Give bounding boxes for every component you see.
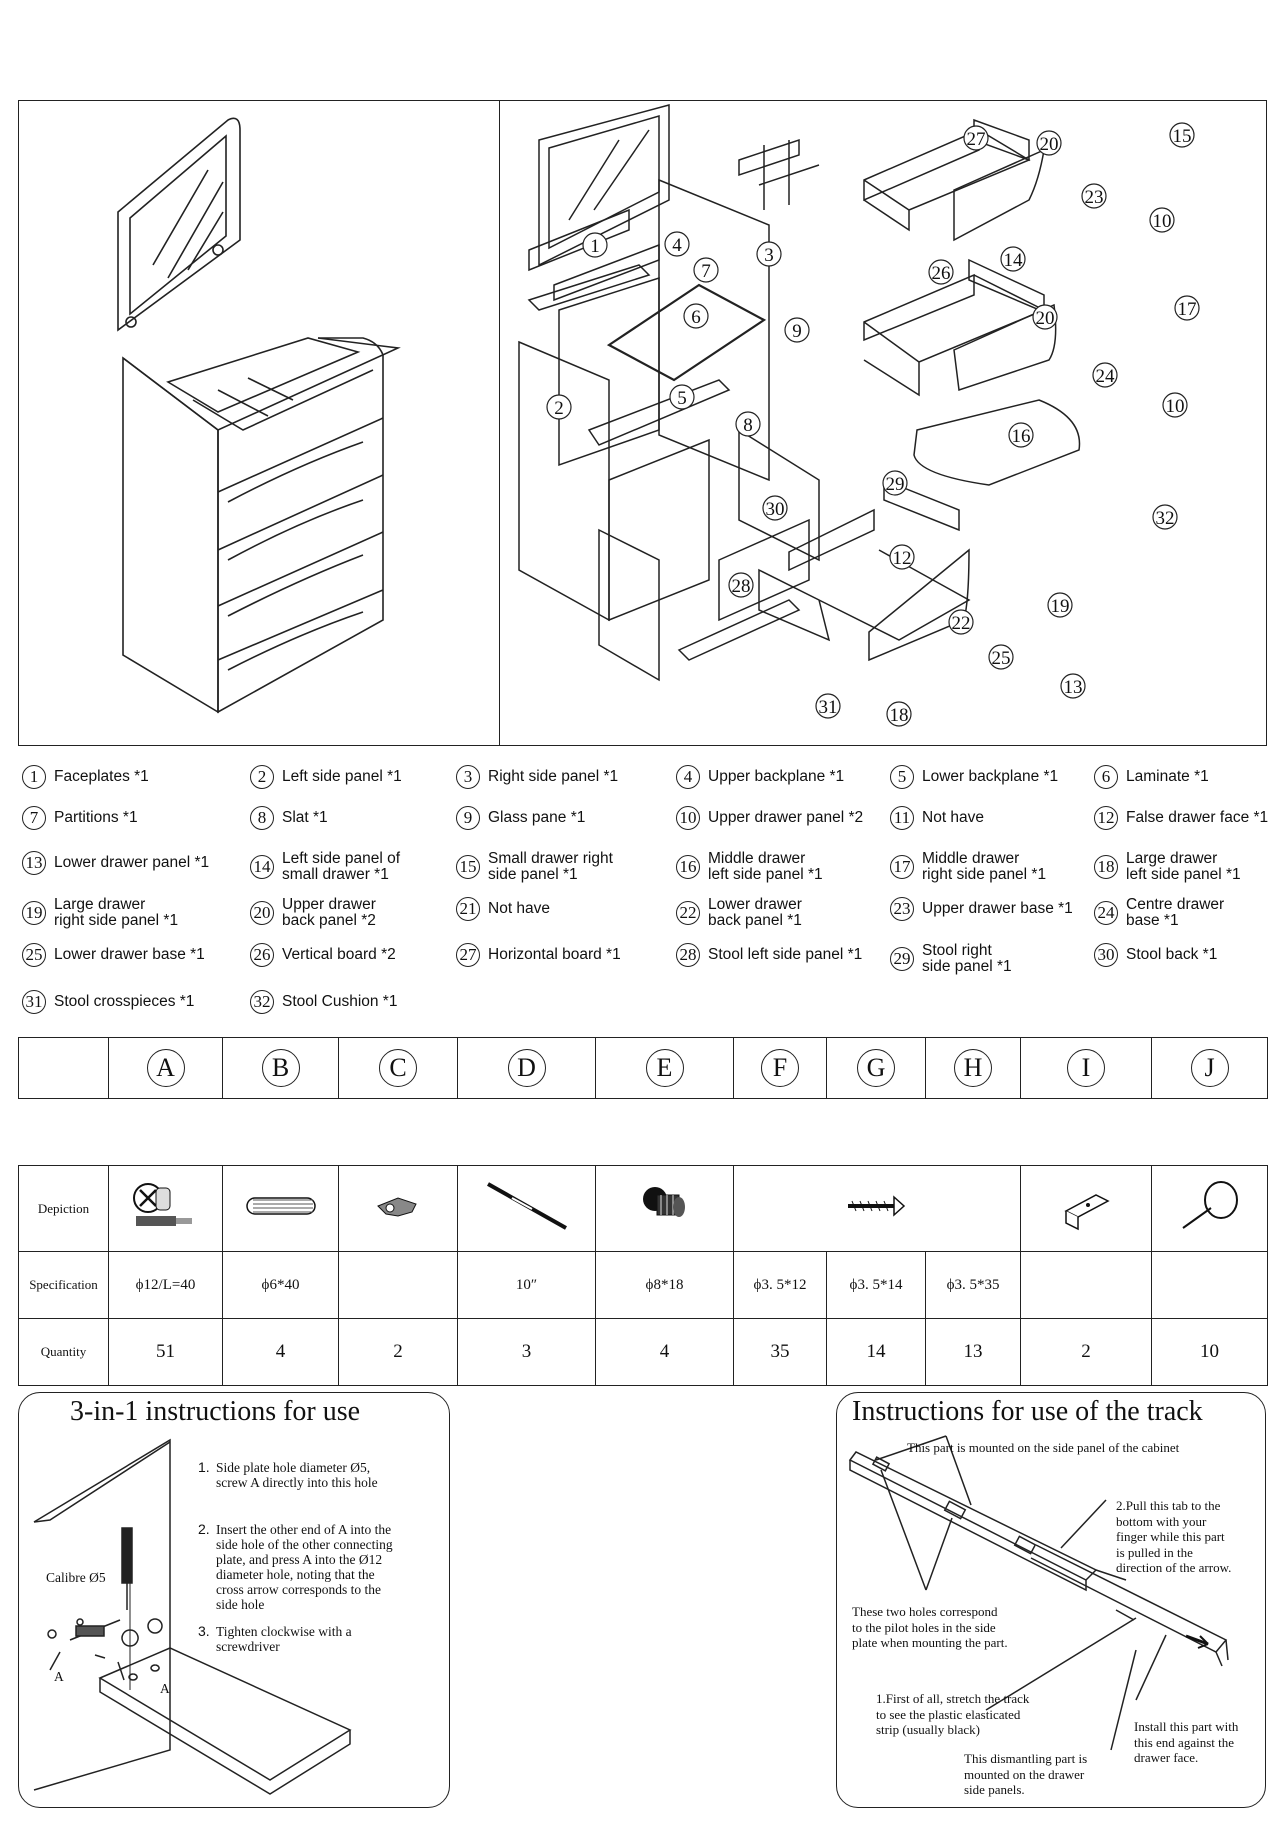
row-label-specification: Specification bbox=[19, 1252, 109, 1319]
svg-text:4: 4 bbox=[672, 235, 682, 256]
part-label: Laminate *1 bbox=[1126, 768, 1209, 785]
part-label: Partitions *1 bbox=[54, 809, 138, 826]
part-label: Large drawer left side panel *1 bbox=[1126, 850, 1241, 883]
calibre-label: Calibre Ø5 bbox=[46, 1570, 106, 1585]
part-number-badge: 10 bbox=[676, 806, 700, 830]
quantity-cell: 13 bbox=[926, 1319, 1021, 1386]
part-number-badge: 23 bbox=[890, 897, 914, 921]
diagram-callout bbox=[1082, 184, 1106, 208]
part-item bbox=[1094, 765, 1209, 789]
part-label: Lower drawer base *1 bbox=[54, 946, 205, 963]
part-label: Stool right side panel *1 bbox=[922, 942, 1012, 975]
spec-cell: ϕ3. 5*35 bbox=[926, 1252, 1021, 1319]
diagram-callout bbox=[816, 694, 840, 718]
nail-icon bbox=[1175, 1178, 1245, 1234]
diagram-callout bbox=[1009, 423, 1033, 447]
part-item bbox=[250, 765, 402, 789]
diagram-callout bbox=[757, 242, 781, 266]
hardware-letter: C bbox=[379, 1049, 417, 1087]
part-label: Not have bbox=[488, 900, 551, 917]
svg-text:9: 9 bbox=[792, 321, 802, 342]
three-in-one-title: 3-in-1 instructions for use bbox=[70, 1396, 361, 1427]
part-number-badge: 19 bbox=[22, 901, 46, 925]
diagram-callout bbox=[785, 318, 809, 342]
svg-text:16: 16 bbox=[1011, 426, 1031, 447]
quantity-cell: 10 bbox=[1152, 1319, 1268, 1386]
diagram-callout bbox=[1150, 208, 1174, 232]
part-label: Lower drawer panel *1 bbox=[54, 854, 210, 871]
svg-text:10: 10 bbox=[1165, 396, 1185, 417]
part-number-badge: 14 bbox=[250, 855, 274, 879]
step-text: Tighten clockwise with a screwdriver bbox=[216, 1624, 352, 1654]
spec-cell: ϕ3. 5*12 bbox=[734, 1252, 827, 1319]
svg-text:17: 17 bbox=[1177, 299, 1197, 320]
part-label: Glass pane *1 bbox=[488, 809, 586, 826]
svg-text:2: 2 bbox=[554, 398, 564, 419]
svg-text:27: 27 bbox=[966, 129, 986, 150]
hardware-letter: G bbox=[857, 1049, 895, 1087]
part-item bbox=[456, 897, 550, 921]
svg-text:32: 32 bbox=[1155, 508, 1175, 529]
diagram-callout bbox=[1163, 393, 1187, 417]
part-label: Upper drawer panel *2 bbox=[708, 809, 864, 826]
hardware-letter: D bbox=[508, 1049, 546, 1087]
part-item bbox=[1094, 851, 1241, 883]
part-item bbox=[676, 806, 863, 830]
part-number-badge: 1 bbox=[22, 765, 46, 789]
step-number: 2. bbox=[198, 1521, 210, 1537]
part-label: Stool crosspieces *1 bbox=[54, 993, 195, 1010]
track-note-top: This part is mounted on the side panel of the cabinet bbox=[907, 1440, 1180, 1455]
track-title: Instructions for use of the track bbox=[852, 1396, 1203, 1427]
svg-text:24: 24 bbox=[1095, 366, 1115, 387]
hardware-letter: E bbox=[646, 1049, 684, 1087]
cam-lock-icon bbox=[126, 1176, 206, 1236]
part-a-label: A bbox=[54, 1669, 64, 1684]
part-number-badge: 20 bbox=[250, 901, 274, 925]
diagram-callout bbox=[684, 304, 708, 328]
spec-cell bbox=[1152, 1252, 1268, 1319]
hardware-letter: B bbox=[262, 1049, 300, 1087]
part-number-badge: 4 bbox=[676, 765, 700, 789]
svg-text:31: 31 bbox=[818, 697, 838, 718]
part-number-badge: 22 bbox=[676, 901, 700, 925]
step-text: Insert the other end of A into the side hole of the other connecting plate, and press A into the Ø12 diameter hole, noting that the cross arrow corresponds to the side hole bbox=[216, 1522, 393, 1612]
part-label: Slat *1 bbox=[282, 809, 328, 826]
part-label: Faceplates *1 bbox=[54, 768, 149, 785]
part-number-badge: 21 bbox=[456, 897, 480, 921]
part-item bbox=[676, 943, 862, 967]
exploded-parts-drawing bbox=[499, 100, 1267, 746]
svg-text:18: 18 bbox=[889, 705, 909, 726]
part-label: Left side panel *1 bbox=[282, 768, 402, 785]
svg-text:12: 12 bbox=[892, 548, 912, 569]
part-label: Stool back *1 bbox=[1126, 946, 1218, 963]
quantity-cell: 14 bbox=[827, 1319, 926, 1386]
track-note-install: Install this part with this end against the drawer face. bbox=[1134, 1719, 1239, 1765]
track-note-stretch: 1.First of all, stretch the track to see the plastic elasticated strip (usually black) bbox=[876, 1691, 1030, 1737]
part-number-badge: 5 bbox=[890, 765, 914, 789]
hardware-letter: I bbox=[1067, 1049, 1105, 1087]
diagram-callout bbox=[890, 545, 914, 569]
part-number-badge: 24 bbox=[1094, 901, 1118, 925]
diagram-callout bbox=[929, 260, 953, 284]
svg-text:13: 13 bbox=[1063, 677, 1083, 698]
instruction-step bbox=[198, 1623, 436, 1654]
part-number-badge: 6 bbox=[1094, 765, 1118, 789]
part-item bbox=[250, 990, 397, 1014]
part-number-badge: 9 bbox=[456, 806, 480, 830]
diagram-callout bbox=[989, 645, 1013, 669]
diagram-callout bbox=[1033, 305, 1057, 329]
part-label: Lower drawer back panel *1 bbox=[708, 896, 802, 929]
part-label: Horizontal board *1 bbox=[488, 946, 621, 963]
part-number-badge: 29 bbox=[890, 947, 914, 971]
angle-bracket-icon bbox=[1056, 1181, 1116, 1231]
svg-text:14: 14 bbox=[1003, 250, 1023, 271]
part-number-badge: 31 bbox=[22, 990, 46, 1014]
diagram-callout bbox=[1001, 247, 1025, 271]
diagram-callout bbox=[1153, 505, 1177, 529]
part-item bbox=[250, 806, 328, 830]
spec-cell: ϕ3. 5*14 bbox=[827, 1252, 926, 1319]
dowel-icon bbox=[241, 1186, 321, 1226]
track-note-dismantle: This dismantling part is mounted on the drawer side panels. bbox=[964, 1751, 1088, 1797]
part-item bbox=[22, 851, 209, 875]
part-label: Left side panel of small drawer *1 bbox=[282, 850, 401, 883]
diagram-callout bbox=[887, 702, 911, 726]
part-number-badge: 17 bbox=[890, 855, 914, 879]
part-item bbox=[1094, 806, 1268, 830]
part-number-badge: 32 bbox=[250, 990, 274, 1014]
diagram-callout bbox=[949, 610, 973, 634]
quantity-cell: 3 bbox=[458, 1319, 596, 1386]
diagram-callout bbox=[1170, 123, 1194, 147]
diagram-callout bbox=[1037, 131, 1061, 155]
cam-nut-icon bbox=[635, 1181, 695, 1231]
track-note-holes: These two holes correspond to the pilot holes in the side plate when mounting the part. bbox=[852, 1604, 1008, 1650]
part-label: Large drawer right side panel *1 bbox=[54, 896, 179, 929]
spec-cell: 10″ bbox=[458, 1252, 596, 1319]
part-item bbox=[456, 943, 621, 967]
svg-text:28: 28 bbox=[731, 576, 751, 597]
part-number-badge: 15 bbox=[456, 855, 480, 879]
row-label-depiction: Depiction bbox=[19, 1166, 109, 1252]
hardware-letter: J bbox=[1191, 1049, 1229, 1087]
part-item bbox=[456, 851, 613, 883]
part-label: Small drawer right side panel *1 bbox=[488, 850, 613, 883]
svg-text:15: 15 bbox=[1172, 126, 1192, 147]
diagram-callout bbox=[583, 233, 607, 257]
part-item bbox=[22, 765, 149, 789]
svg-text:5: 5 bbox=[677, 388, 687, 409]
part-item bbox=[22, 943, 205, 967]
spec-cell: ϕ8*18 bbox=[596, 1252, 734, 1319]
part-label: Centre drawer base *1 bbox=[1126, 896, 1225, 929]
assembled-dresser-drawing bbox=[18, 100, 500, 746]
quantity-cell: 35 bbox=[734, 1319, 827, 1386]
svg-text:30: 30 bbox=[765, 499, 785, 520]
part-label: False drawer face *1 bbox=[1126, 809, 1269, 826]
diagram-callout bbox=[736, 412, 760, 436]
svg-text:7: 7 bbox=[701, 261, 711, 282]
step-text: Side plate hole diameter Ø5, screw A directly into this hole bbox=[216, 1460, 378, 1490]
part-number-badge: 2 bbox=[250, 765, 274, 789]
quantity-cell: 2 bbox=[339, 1319, 458, 1386]
part-label: Upper backplane *1 bbox=[708, 768, 845, 785]
instruction-step bbox=[198, 1521, 436, 1612]
part-item bbox=[890, 851, 1046, 883]
part-label: Middle drawer left side panel *1 bbox=[708, 850, 823, 883]
quantity-cell: 51 bbox=[109, 1319, 223, 1386]
part-number-badge: 7 bbox=[22, 806, 46, 830]
hardware-letter: A bbox=[147, 1049, 185, 1087]
svg-text:20: 20 bbox=[1039, 134, 1059, 155]
part-item bbox=[456, 806, 585, 830]
screw-icon bbox=[842, 1191, 912, 1221]
diagram-callout bbox=[729, 573, 753, 597]
part-item bbox=[22, 806, 138, 830]
svg-text:19: 19 bbox=[1050, 596, 1070, 617]
svg-text:29: 29 bbox=[885, 474, 905, 495]
part-number-badge: 12 bbox=[1094, 806, 1118, 830]
part-item bbox=[676, 851, 823, 883]
spec-cell: ϕ12/L=40 bbox=[109, 1252, 223, 1319]
svg-text:26: 26 bbox=[931, 263, 951, 284]
part-number-badge: 11 bbox=[890, 806, 914, 830]
part-item bbox=[676, 765, 844, 789]
diagram-callout bbox=[964, 126, 988, 150]
step-number: 1. bbox=[198, 1459, 210, 1475]
quantity-cell: 4 bbox=[596, 1319, 734, 1386]
diagram-callout bbox=[665, 232, 689, 256]
track-note-pull: 2.Pull this tab to the bottom with your finger while this part is pulled in the direction of the arrow. bbox=[1116, 1498, 1232, 1575]
diagram-callout bbox=[1048, 593, 1072, 617]
svg-text:1: 1 bbox=[590, 236, 600, 257]
svg-text:6: 6 bbox=[691, 307, 701, 328]
quantity-cell: 4 bbox=[223, 1319, 339, 1386]
part-item bbox=[250, 851, 400, 883]
hardware-letter: H bbox=[954, 1049, 992, 1087]
instruction-step bbox=[198, 1459, 436, 1490]
spec-cell bbox=[339, 1252, 458, 1319]
part-item bbox=[890, 943, 1012, 975]
part-item bbox=[1094, 897, 1224, 929]
part-label: Upper drawer base *1 bbox=[922, 900, 1073, 917]
part-item bbox=[890, 897, 1073, 921]
part-number-badge: 25 bbox=[22, 943, 46, 967]
part-number-badge: 28 bbox=[676, 943, 700, 967]
svg-text:25: 25 bbox=[991, 648, 1011, 669]
part-item bbox=[22, 990, 194, 1014]
part-label: Right side panel *1 bbox=[488, 768, 619, 785]
spec-cell: ϕ6*40 bbox=[223, 1252, 339, 1319]
part-label: Middle drawer right side panel *1 bbox=[922, 850, 1047, 883]
part-label: Upper drawer back panel *2 bbox=[282, 896, 376, 929]
part-item bbox=[22, 897, 178, 929]
part-item bbox=[456, 765, 618, 789]
svg-text:20: 20 bbox=[1035, 308, 1055, 329]
part-a-label: A bbox=[160, 1681, 170, 1696]
part-item bbox=[1094, 943, 1217, 967]
part-label: Not have bbox=[922, 809, 985, 826]
row-label-quantity: Quantity bbox=[19, 1319, 109, 1386]
part-label: Stool Cushion *1 bbox=[282, 993, 398, 1010]
diagram-callout bbox=[1093, 363, 1117, 387]
spec-cell bbox=[1021, 1252, 1152, 1319]
diagram-callout bbox=[694, 258, 718, 282]
part-number-badge: 3 bbox=[456, 765, 480, 789]
diagram-callout bbox=[763, 496, 787, 520]
svg-text:10: 10 bbox=[1152, 211, 1172, 232]
part-number-badge: 26 bbox=[250, 943, 274, 967]
part-label: Stool left side panel *1 bbox=[708, 946, 863, 963]
svg-text:22: 22 bbox=[951, 613, 971, 634]
hinge-icon bbox=[368, 1186, 428, 1226]
part-item bbox=[250, 943, 396, 967]
quantity-cell: 2 bbox=[1021, 1319, 1152, 1386]
diagram-callout bbox=[883, 471, 907, 495]
part-item bbox=[890, 806, 984, 830]
hardware-letter: F bbox=[761, 1049, 799, 1087]
step-number: 3. bbox=[198, 1623, 210, 1639]
diagram-callout bbox=[1175, 296, 1199, 320]
screwdriver-bit-icon bbox=[482, 1176, 572, 1236]
part-number-badge: 27 bbox=[456, 943, 480, 967]
part-number-badge: 8 bbox=[250, 806, 274, 830]
svg-text:23: 23 bbox=[1084, 187, 1104, 208]
part-item bbox=[250, 897, 376, 929]
hardware-letter-row bbox=[18, 1037, 1268, 1099]
part-number-badge: 30 bbox=[1094, 943, 1118, 967]
part-number-badge: 13 bbox=[22, 851, 46, 875]
diagram-callout bbox=[670, 385, 694, 409]
part-label: Vertical board *2 bbox=[282, 946, 396, 963]
empty-cell bbox=[19, 1038, 109, 1099]
svg-text:3: 3 bbox=[764, 245, 774, 266]
hardware-table bbox=[18, 1165, 1268, 1386]
part-label: Lower backplane *1 bbox=[922, 768, 1059, 785]
diagram-callout bbox=[1061, 674, 1085, 698]
part-item bbox=[890, 765, 1058, 789]
diagram-callout bbox=[547, 395, 571, 419]
part-number-badge: 16 bbox=[676, 855, 700, 879]
svg-text:8: 8 bbox=[743, 415, 753, 436]
part-item bbox=[676, 897, 802, 929]
part-number-badge: 18 bbox=[1094, 855, 1118, 879]
